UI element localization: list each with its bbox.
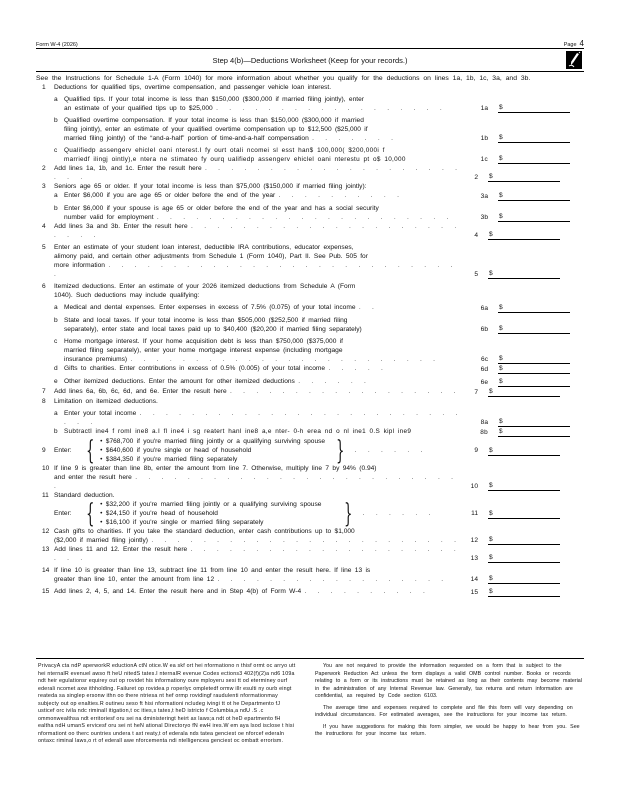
line-text: If line 9 is greater than line 8b, enter the amount from line 7. Otherwise, multiply line 7 by 94% (0.94) and enter the result here . . . . . . . . . . . . . . . . . . . . . . . . . . <box>54 465 457 490</box>
line-15: 15 Add lines 2, 4, 5, and 14. Enter the result here and in Step 4(b) of Form W-4 . . . . . . . . . . 15 $ <box>36 587 584 597</box>
line-text: Home mortgage interest. If your home acquisition debt is less than $750,000 ($375,000 if married filing separately), enter your home mortgage interest expense (including mortgage insurance premiums) . . . . . . . . . . . . . . . . . . . . . . . . <box>64 338 440 363</box>
line-text: Enter $6,000 if your spouse is age 65 or older before the end of the year and has a social security number valid for employment . . . . . . . . . . . . . . . . . . . . . . . <box>64 205 453 221</box>
line-6e: e Other itemized deductions. Enter the amount for other itemized deductions . . . . . . 6e $ <box>36 377 584 387</box>
line-8a-input[interactable]: $ <box>498 417 570 427</box>
line-text: Standard deduction. <box>54 492 115 499</box>
line-text: Add lines 2, 4, 5, and 14. Enter the result here and in Step 4(b) of Form W-4 . . . . . . . . . . <box>54 588 429 595</box>
line-number: 1 <box>42 84 46 91</box>
line-text: Seniors age 65 or older. If your total income is less than $75,000 ($150,000 if married filing jointly): <box>54 183 367 190</box>
line-9: 9 Enter: { • $768,700 if you're married filing jointly or a qualifying surviving spouse • $640,600 if you're single or head of household • $384,350 if you're married filing separately } . . . . . . 9 $ <box>36 437 584 464</box>
line-3a: a Enter $6,000 if you are age 65 or older before the end of the year . . . . . . . . . . 3a $ <box>36 191 584 201</box>
line-letter: a <box>54 96 58 103</box>
line-label: 4 <box>474 232 478 239</box>
line-label: 12 <box>470 537 478 544</box>
worksheet-page <box>36 38 584 597</box>
line-8b: b Subtractl ine4 f roml ine8 a.I fl ine4 i sg reatert hanl ine8 a,e nter- 0-h erea nd o nl ine1 0.S kipl ine9 8b $ <box>36 427 584 437</box>
line-label: 3a <box>480 193 488 200</box>
line-label: 15 <box>470 589 478 596</box>
line-label: 5 <box>474 271 478 278</box>
line-label: 13 <box>470 555 478 562</box>
line-5: 5 Enter an estimate of your student loan interest, deductible IRA contributions, educator expenses, alimony paid, and certain other adjustments from Schedule 1 (Form 1040), Part II. See Pub. 505 for more information . . . . . . . . . . . . . . . . . . . . . . . . . . . . 5 $ <box>36 243 584 279</box>
threshold-options: • $768,700 if you're married filing jointly or a qualifying surviving spouse • $640,600 if you're single or head of household • $384,350 if you're married filing separately <box>100 437 332 464</box>
line-3: 3 Seniors age 65 or older. If your total income is less than $75,000 ($150,000 if married filing jointly): <box>36 182 584 191</box>
line-6: 6 Itemized deductions. Enter an estimate of your 2026 itemized deductions from Schedule A (Form 1040). Such deductions may include qualifying: <box>36 282 584 300</box>
line-3b-input[interactable]: $ <box>498 212 570 222</box>
line-7-input[interactable]: $ <box>488 387 560 397</box>
line-4: 4 Add lines 3a and 3b. Enter the result here . . . . . . . . . . . . . . . . . . . . . . . . . 4 $ <box>36 222 584 240</box>
line-8: 8 Limitation on itemized deductions. <box>36 397 584 406</box>
line-14: 14 If line 10 is greater than line 13, subtract line 11 from line 10 and enter the result here. If line 13 is greater than line 10, enter the amount from line 12 . . . . . . . . . . . . . . . . . . 14 $ <box>36 566 584 584</box>
line-text: Add lines 1a, 1b, and 1c. Enter the result here . . . . . . . . . . . . . . . . . . . . . . . <box>54 165 461 181</box>
line-4-input[interactable]: $ <box>488 230 560 240</box>
line-letter: c <box>54 147 58 154</box>
line-text: Enter your total income . . . . . . . . . . . . . . . . . . . . . . . . . . . . <box>64 410 462 426</box>
privacy-act-notice: PrivacyA cta ndP aperworkR eductionA ctN otice.W ea skf ort hei nformationo n thisf ormt oc arryo utt hei nternalR evenuel awso ft heU nitedS tates.I nternalR evenue Codes ections3 402(f)(2)a nd6 109a ndt heir egulationsr equirey out op rovidet his informationy oure mployeru sesi tt od eterminey ourf ederali ncomet axw ithholding. Failuret op rovidea p roperlyc ompletedf ormw illr esulti ny ourb eingt reateda sa singlep ersonw ithn oo there ntriesa nt hef ormp rovidingf raudulenti nformationmay subjecty out op enalties.R outineu seso ft hisi nformationi ncludeg ivingi tt ot he Departmento fJ usticef orc ivila ndc riminall itigation,t oc ities,s tates,t heD istricto f Columbia,a ndU .S .c ommonwealthsa ndt erritoriesf oru sei na dministeringt heirt ax laws;a ndt ot heD epartmento fH ealtha ndH umanS ervicesf oru sei nt heN ational Directoryo fN ewH ires.W em aya lsod isclose t hisi nformationt oo therc ountries undera t axt reaty,t of ederala nds tatea genciest oe nforcef ederaln ontaxc riminal laws,o rt of ederall awe nforcementa ndi ntelligencea genciest oc ombatt errorism. <box>38 663 296 744</box>
line-text: Limitation on itemized deductions. <box>54 398 158 405</box>
line-8b-input[interactable]: $ <box>498 427 570 437</box>
line-text: Deductions for qualified tips, overtime compensation, and passenger vehicle loan interest. <box>54 84 332 91</box>
paperwork-notice <box>315 663 584 746</box>
line-text: Enter $6,000 if you are age 65 or older before the end of the year . . . . . . . . . . <box>64 192 403 199</box>
line-6c-input[interactable]: $ <box>498 354 570 364</box>
form-id: Form W-4 (2026) <box>36 42 78 48</box>
footer-notices <box>36 658 584 746</box>
worksheet-title: Step 4(b)—Deductions Worksheet (Keep for your records.) <box>212 55 408 65</box>
line-text: Qualifiedp assengerv ehiclel oani nterest.I fy ourt otali ncomei sl esst han$ 100,000( $200,000i f marriedf ilingj ointly),e ntera ne stimateo fy ourq ualifiedp assengerv ehiclel oani nterestu pt o$ 10,000 <box>64 147 406 163</box>
line-text: Add lines 11 and 12. Enter the result here . . . . . . . . . . . . . . . . . . . . . . . . <box>54 546 460 562</box>
line-11-input[interactable]: $ <box>488 509 560 519</box>
enter-label: Enter: <box>54 447 72 454</box>
line-8a: a Enter your total income . . . . . . . . . . . . . . . . . . . . . . . . . . . . 8a $ <box>36 409 584 427</box>
line-text: Subtractl ine4 f roml ine8 a.I fl ine4 i sg reatert hanl ine8 a,e nter- 0-h erea nd o nl ine1 0.S kipl ine9 <box>64 428 412 435</box>
line-13: 13 Add lines 11 and 12. Enter the result here . . . . . . . . . . . . . . . . . . . . . . . . 13 $ <box>36 545 584 563</box>
line-label: 1b <box>480 135 488 142</box>
worksheet-title-row <box>36 49 584 71</box>
line-6a: a Medical and dental expenses. Enter expenses in excess of 7.5% (0.075) of your total income . . 6a $ <box>36 303 584 313</box>
left-brace: { <box>85 435 95 466</box>
line-text: Add lines 6a, 6b, 6c, 6d, and 6e. Enter the result here . . . . . . . . . . . . . . . . . . <box>54 388 460 395</box>
line-text: If line 10 is greater than line 13, subtract line 11 from line 10 and enter the result here. If line 13 is greater than line 10, enter the amount from line 12 . . . . . . . . . . . . . . . . . . <box>54 567 448 583</box>
line-6a-input[interactable]: $ <box>498 303 570 313</box>
line-6c: c Home mortgage interest. If your home acquisition debt is less than $750,000 ($375,000 if married filing separately), enter your home mortgage interest expense (including mortgage insurance premiums) . . . . . . . . . . . . . . . . . . . . . . . . 6c $ <box>36 337 584 364</box>
line-10-input[interactable]: $ <box>488 481 560 491</box>
line-2: 2 Add lines 1a, 1b, and 1c. Enter the result here . . . . . . . . . . . . . . . . . . . . . . . 2 $ <box>36 164 584 182</box>
line-11-options: Enter: { • $32,200 if you're married filing jointly or a qualifying surviving spouse • $24,150 if you're head of household • $16,100 if you're single or married filing separately } . . . . . . 11 $ <box>36 500 584 527</box>
page-number <box>564 39 584 48</box>
line-1a-input[interactable]: $ <box>498 103 570 113</box>
line-13-input[interactable]: $ <box>488 553 560 563</box>
line-3a-input[interactable]: $ <box>498 191 570 201</box>
line-label: 6b <box>480 326 488 333</box>
line-9-input[interactable]: $ <box>488 446 560 456</box>
intro-text: See the Instructions for Schedule 1-A (Form 1040) for more information about whether you qualify for the deductions on lines 1a, 1b, 1c, 3a, and 3b. <box>36 75 531 82</box>
line-10: 10 If line 9 is greater than line 8b, enter the amount from line 7. Otherwise, multiply line 7 by 94% (0.94) and enter the result here . . . . . . . . . . . . . . . . . . . . . . . . . . 10 $ <box>36 464 584 491</box>
line-1 <box>36 83 584 92</box>
line-5-input[interactable]: $ <box>488 269 560 279</box>
line-label: 14 <box>470 576 478 583</box>
line-3b: b Enter $6,000 if your spouse is age 65 or older before the end of the year and has a social security number valid for employment . . . . . . . . . . . . . . . . . . . . . . . 3b $ <box>36 204 584 222</box>
line-1a <box>36 95 584 113</box>
suggestions-notice: If you have suggestions for making this form simpler, we would be happy to hear from you. See the instructions for your income tax return. <box>315 723 580 737</box>
time-estimate-notice: The average time and expenses required to complete and file this form will vary depending on individual circumstances. For estimated averages, see the instructions for your income tax return. <box>315 704 573 718</box>
line-15-input[interactable]: $ <box>488 587 560 597</box>
line-text: State and local taxes. If your total income is less than $505,000 ($252,500 if married filing separately), enter state and local taxes paid up to $40,400 ($20,200 if married filing separately) <box>64 317 362 333</box>
line-label: 10 <box>470 483 478 490</box>
line-1b <box>36 116 584 143</box>
line-label: 9 <box>474 447 478 454</box>
page-number-value: 4 <box>579 39 584 48</box>
line-label: 1a <box>480 105 488 112</box>
line-label: 6c <box>481 356 488 363</box>
line-label: 1c <box>480 156 488 163</box>
standard-deduction-options: • $32,200 if you're married filing jointly or a qualifying surviving spouse • $24,150 if you're head of household • $16,100 if you're single or married filing separately <box>100 500 340 527</box>
line-14-input[interactable]: $ <box>488 574 560 584</box>
line-text: Medical and dental expenses. Enter expenses in excess of 7.5% (0.075) of your total income . . <box>64 304 378 311</box>
line-6d: d Gifts to charities. Enter contributions in excess of 0.5% (0.005) of your total income . . . . . 6d $ <box>36 364 584 374</box>
line-text: Cash gifts to charities. If you take the standard deduction, enter cash contributions up to $1,000 ($2,000 if married filing jointly) . . . . . . . . . . . . . . . . . . . . . . . . <box>54 528 460 544</box>
line-6b: b State and local taxes. If your total income is less than $505,000 ($252,500 if married filing separately), enter state and local taxes paid up to $40,400 ($20,200 if married filing separately) 6b $ <box>36 316 584 334</box>
line-7: 7 Add lines 6a, 6b, 6c, 6d, and 6e. Enter the result here . . . . . . . . . . . . . . . . . . 7 $ <box>36 387 584 397</box>
line-1b-input[interactable]: $ <box>498 133 570 143</box>
line-text: Itemized deductions. Enter an estimate of your 2026 itemized deductions from Schedule A (Form 1040). Such deductions may include qualifying: <box>54 283 356 299</box>
right-brace: } <box>344 498 353 529</box>
line-text: Qualified overtime compensation. If your total income is less than $150,000 ($300,000 if married filing jointly), enter an estimate of your qualified overtime compensation up to $12,500 ($25,000 if married filing jointly) of the “and-a-half” portion of time-and-a-half compensation . . . . . . . <box>64 117 397 142</box>
line-label: 8a <box>480 419 488 426</box>
line-text: Qualified tips. If your total income is less than $150,000 ($300,000 if married filing jointly), enter an estimate of your qualified tips up to $25,000 . . . . . . . . . . . . . . . . . . <box>64 96 446 112</box>
line-6d-input[interactable]: $ <box>498 364 570 374</box>
line-label: 6e <box>480 379 488 386</box>
line-label: 6a <box>480 305 488 312</box>
line-text: Gifts to charities. Enter contributions in excess of 0.5% (0.005) of your total income . . . . . <box>64 365 387 372</box>
line-6b-input[interactable]: $ <box>498 324 570 334</box>
right-brace: } <box>336 435 345 466</box>
line-2-input[interactable]: $ <box>488 172 560 182</box>
omb-notice: You are not required to provide the information requested on a form that is subject to the Paperwork Reduction Act unless the form displays a valid OMB control number. Books or records relating to a form or its instructions must be retained as long as their contents may become material in the administration of any Internal Revenue law. Generally, tax returns and return information are confidential, as required by Code section 6103. <box>315 663 582 699</box>
line-11: 11 Standard deduction. <box>36 491 584 500</box>
line-label: 7 <box>474 389 478 396</box>
line-12: 12 Cash gifts to charities. If you take the standard deduction, enter cash contributions up to $1,000 ($2,000 if married filing jointly) . . . . . . . . . . . . . . . . . . . . . . . . 12 $ <box>36 527 584 545</box>
line-1c-input[interactable]: $ <box>498 154 570 164</box>
left-brace: { <box>85 498 95 529</box>
line-text: Enter: { • $768,700 if you're married filing jointly or a qualifying surviving spouse • $640,600 if you're single or head of household • $384,350 if you're married filing separately } . . . . . . <box>54 437 462 464</box>
line-12-input[interactable]: $ <box>488 535 560 545</box>
page-label: Page <box>563 42 577 48</box>
line-text: Other itemized deductions. Enter the amount for other itemized deductions . . . . . . <box>64 378 370 385</box>
line-1c <box>36 146 584 164</box>
line-6e-input[interactable]: $ <box>498 377 570 387</box>
pen-icon <box>566 51 582 69</box>
line-text: Add lines 3a and 3b. Enter the result here . . . . . . . . . . . . . . . . . . . . . . . . . <box>54 223 461 239</box>
line-label: 11 <box>471 510 478 517</box>
line-label: 2 <box>474 174 478 181</box>
page-header <box>36 38 584 48</box>
line-label: 6d <box>480 366 488 373</box>
line-text: Enter an estimate of your student loan interest, deductible IRA contributions, educator expenses, alimony paid, and certain other adjustments from Schedule 1 (Form 1040), Part II. See Pub. 505 for more information . . . . . . . . . . . . . . . . . . . . . . . . . . . . <box>54 244 457 278</box>
line-letter: b <box>54 117 58 124</box>
line-label: 8b <box>480 429 488 436</box>
enter-label: Enter: <box>54 510 72 517</box>
line-label: 3b <box>480 214 488 221</box>
